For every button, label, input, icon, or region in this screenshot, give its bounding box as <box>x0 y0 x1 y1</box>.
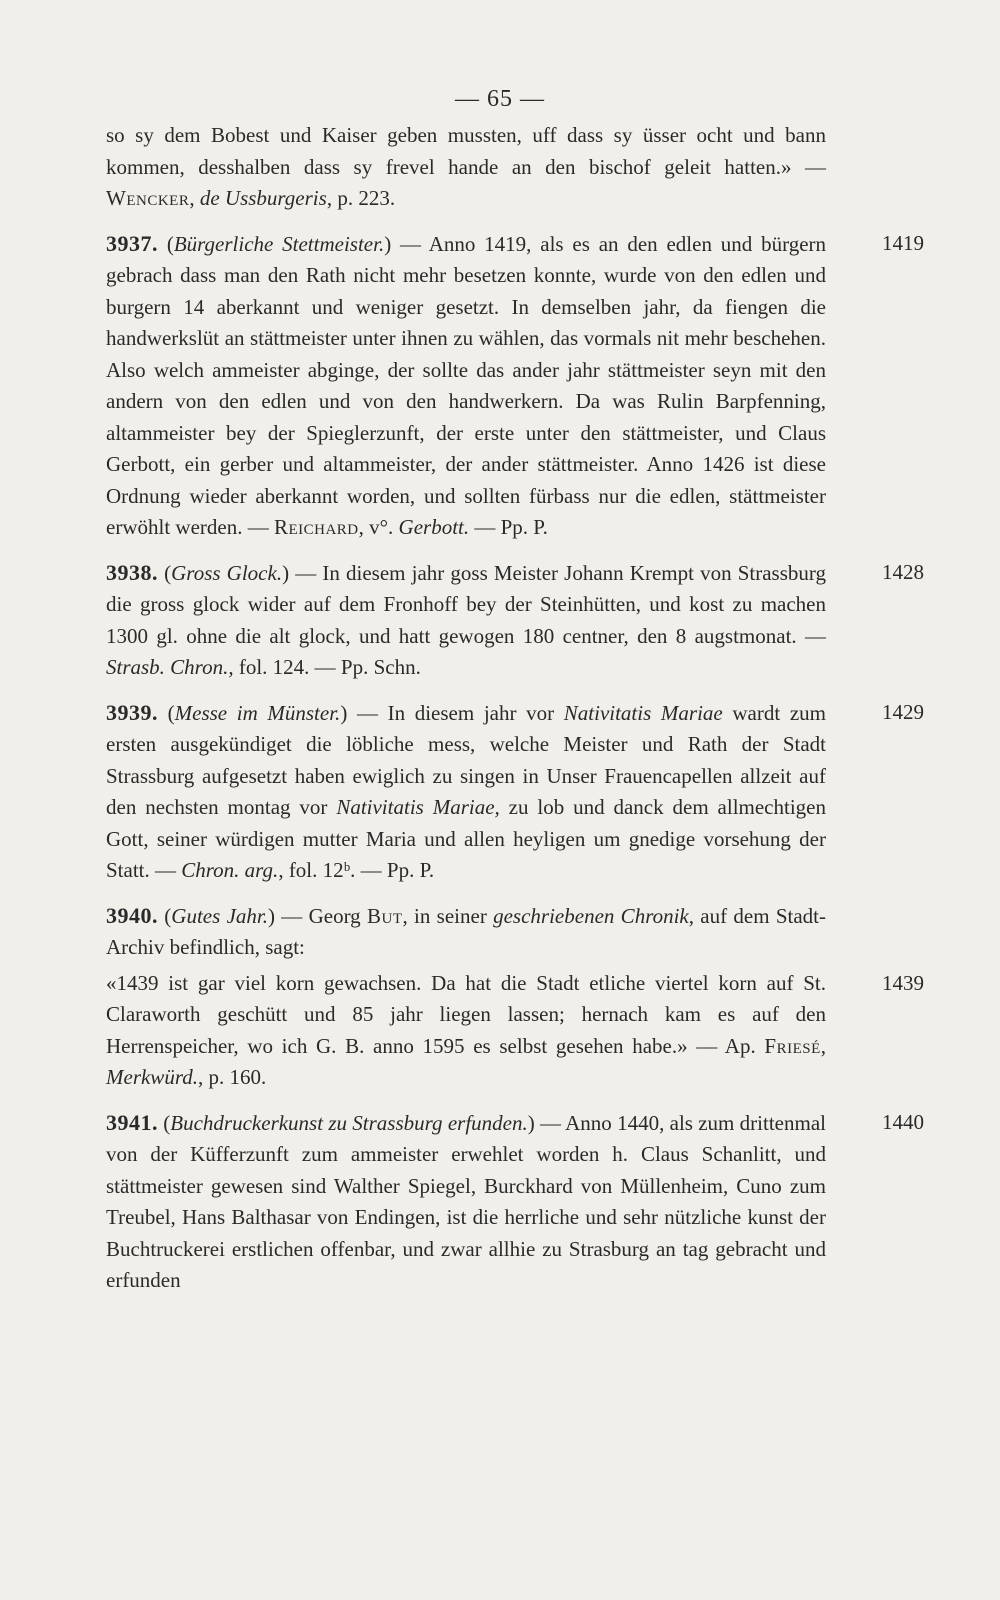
entry-italic-a: Nativitatis Mariae <box>563 700 723 725</box>
intro-paragraph: so sy dem Bobest und Kaiser geben mussten, uff dass sy üsser ocht und bann kommen, desshalben dass sy frevel hande an den bischof geleit hatten.» — Wencker, de Ussburgeris, p. 223. <box>106 123 826 210</box>
source-author: Reichard <box>273 515 359 539</box>
source-work: Strasb. Chron. <box>106 655 229 679</box>
margin-year-1429: 1429 <box>882 699 924 724</box>
margin-year-1440: 1440 <box>882 1109 924 1134</box>
entry-number: 3938. <box>106 559 158 585</box>
entry-text-a: — In diesem jahr vor <box>347 700 564 725</box>
text-column <box>106 120 924 1297</box>
quote-text: «1439 ist gar viel korn gewachsen. Da hat die Stadt etliche viertel korn auf St. Claraworth geschütt und 85 jahr liegen lassen; hernach kam es auf den Herrenspeicher, wo ich G. B. anno 1595 es selbst gesehen habe.» — Ap. <box>106 970 826 1058</box>
entry-author: But <box>366 903 403 928</box>
entry-number: 3939. <box>106 699 158 725</box>
source-work: Gerbott. <box>398 515 470 539</box>
intro-author: Wencker <box>106 186 190 210</box>
margin-year-1419: 1419 <box>882 230 924 255</box>
entry-italic-b: Nativitatis Mariae, <box>336 795 500 819</box>
source-end: , fol. 12ᵇ. — Pp. P. <box>278 858 435 882</box>
source-work: Chron. arg. <box>181 858 279 882</box>
intro-work: de Ussburgeris <box>199 186 327 210</box>
entry-title: Gross Glock. <box>171 560 283 585</box>
entry-text-b: , in seiner <box>402 903 494 928</box>
entry-text-c: zu lob und danck dem allmechtigen Gott, seiner würdigen mutter Maria und allen heyligen um gnedige vorsehung der Statt. — <box>106 795 826 882</box>
entry-italic: geschriebenen Chronik, <box>493 903 694 928</box>
entry-3939: 1429 3939. (Messe im Münster.) — In diesem jahr vor Nativitatis Mariae wardt zum ersten ausgekündiget die löbliche mess, welche Meister und Rath der Stadt Strassburg aufgesetzt haben ewiglich zu singen in Unser Frauencapellen allzeit auf den nechsten montag vor Nativitatis Mariae, zu lob und danck dem allmechtigen Gott, seiner würdigen mutter Maria und allen heyligen um gnedige vorsehung der Statt. — Chron. arg., fol. 12ᵇ. — Pp. P. <box>106 697 826 887</box>
intro-page: , p. 223. <box>326 186 396 210</box>
entry-text: — In diesem jahr goss Meister Johann Krempt von Strassburg die gross glock wider auf dem Fronhoff bey der Steinhütten, und kost zu machen 1300 gl. ohne die alt glock, und hatt gewogen 180 centner, den 8 augstmonat. — <box>106 560 827 648</box>
source-mid: , <box>820 1033 826 1058</box>
entry-3940: 3940. (Gutes Jahr.) — Georg But, in seiner geschriebenen Chronik, auf dem Stadt-Archiv befindlich, sagt: <box>106 902 827 959</box>
source-end: , p. 160. <box>197 1065 267 1089</box>
entry-3937: 1419 3937. (Bürgerliche Stettmeister.) — Anno 1419, als es an den edlen und bürgern gebrach dass man den Rath nicht mehr besetzen konnte, wurde von den edlen und burgern 14 aberkannt und weniger gesetzt. In demselben jahr, da fiengen die handwerkslüt an stättmeister unter ihnen zu wählen, das vormals nit mehr beschehen. Also welch ammeister abginge, der sollte das ander jahr stättmeister seyn mit den andern von den edlen und von den handwerkern. Da was Rulin Barpfenning, altammeister bey der Spieglerzunft, der erste unter den stättmeister, und Claus Gerbott, ein gerber und altammeister, der ander stättmeister. Anno 1426 ist diese Ordnung wieder aberkannt worden, und sollten fürbass nur die edlen, stättmeister erwöhlt werden. — Reichard, v°. Gerbott. — Pp. P. <box>106 228 826 544</box>
intro-text: so sy dem Bobest und Kaiser geben mussten, uff dass sy üsser ocht und bann kommen, desshalben dass sy frevel hande an den bischof geleit hatten.» — <box>106 123 826 179</box>
entry-3941: 1440 3941. (Buchdruckerkunst zu Strassburg erfunden.) — Anno 1440, als zum drittenmal von der Küfferzunft zum ammeister erwehlet worden h. Claus Schanlitt, und stättmeister gewesen sind Walther Spiegel, Burckhard von Müllenheim, Cuno zum Treubel, Hans Balthasar von Endingen, ist die herrliche und sehr nützliche kunst der Buchtruckerei erstlichen offenbar, und zwar allhie zu Strasburg an tag gebracht und erfunden <box>106 1107 826 1297</box>
source-work: Merkwürd. <box>106 1065 198 1089</box>
source-end: , fol. 124. — Pp. Schn. <box>228 655 421 679</box>
entry-number: 3937. <box>106 230 158 256</box>
quote-1439 <box>106 968 924 1094</box>
source-author: Friesé <box>764 1033 821 1058</box>
entry-number: 3941. <box>106 1109 158 1135</box>
entry-3938: 1428 3938. (Gross Glock.) — In diesem jahr goss Meister Johann Krempt von Strassburg die gross glock wider auf dem Fronhoff bey der Steinhütten, und kost zu machen 1300 gl. ohne die alt glock, und hatt gewogen 180 centner, den 8 augstmonat. — Strasb. Chron., fol. 124. — Pp. Schn. <box>106 557 826 684</box>
page-number: — 65 — <box>455 86 545 112</box>
source-end: — Pp. P. <box>469 515 548 539</box>
entry-title: Messe im Münster. <box>174 700 341 725</box>
margin-year-1428: 1428 <box>882 559 924 584</box>
entry-text-b: wardt zum ersten ausgekündiget die löbliche mess, welche Meister und Rath der Stadt Strassburg aufgesetzt haben ewiglich zu singen in Unser Frauencapellen allzeit auf den nechsten montag vor <box>106 700 826 819</box>
entry-number: 3940. <box>106 902 158 928</box>
entry-text: — Anno 1440, als zum drittenmal von der Küfferzunft zum ammeister erwehlet worden h. Claus Schanlitt, und stättmeister gewesen sind Walther Spiegel, Burckhard von Müllenheim, Cuno zum Treubel, Hans Balthasar von Endingen, ist die herrliche und sehr nützliche kunst der Buchtruckerei erstlichen offenbar, und zwar allhie zu Strasburg an tag gebracht und erfunden <box>106 1110 826 1292</box>
entry-title: Gutes Jahr. <box>171 903 268 928</box>
margin-year-1439: 1439 <box>882 970 924 995</box>
entry-title: Bürgerliche Stettmeister. <box>173 231 385 256</box>
entry-text: — Anno 1419, als es an den edlen und bürgern gebrach dass man den Rath nicht mehr besetzen konnte, wurde von den edlen und burgern 14 aberkannt und weniger gesetzt. In demselben jahr, da fiengen die handwerkslüt an stättmeister unter ihnen zu wählen, das vormals nit mehr beschehen. Also welch ammeister abginge, der sollte das ander jahr stättmeister seyn mit den andern von den edlen und von den handwerkern. Da was Rulin Barpfenning, altammeister bey der Spieglerzunft, der erste unter den stättmeister, und Claus Gerbott, ein gerber und altammeister, der ander stättmeister. Anno 1426 ist diese Ordnung wieder aberkannt worden, und sollten fürbass nur die edlen, stättmeister erwöhlt werden. — <box>106 231 827 539</box>
entry-text-c: auf dem Stadt-Archiv befindlich, sagt: <box>106 903 827 959</box>
entry-title: Buchdruckerkunst zu Strassburg erfunden. <box>170 1110 528 1135</box>
entry-text-a: — Georg <box>275 903 367 928</box>
source-mid: , v°. <box>358 515 399 539</box>
